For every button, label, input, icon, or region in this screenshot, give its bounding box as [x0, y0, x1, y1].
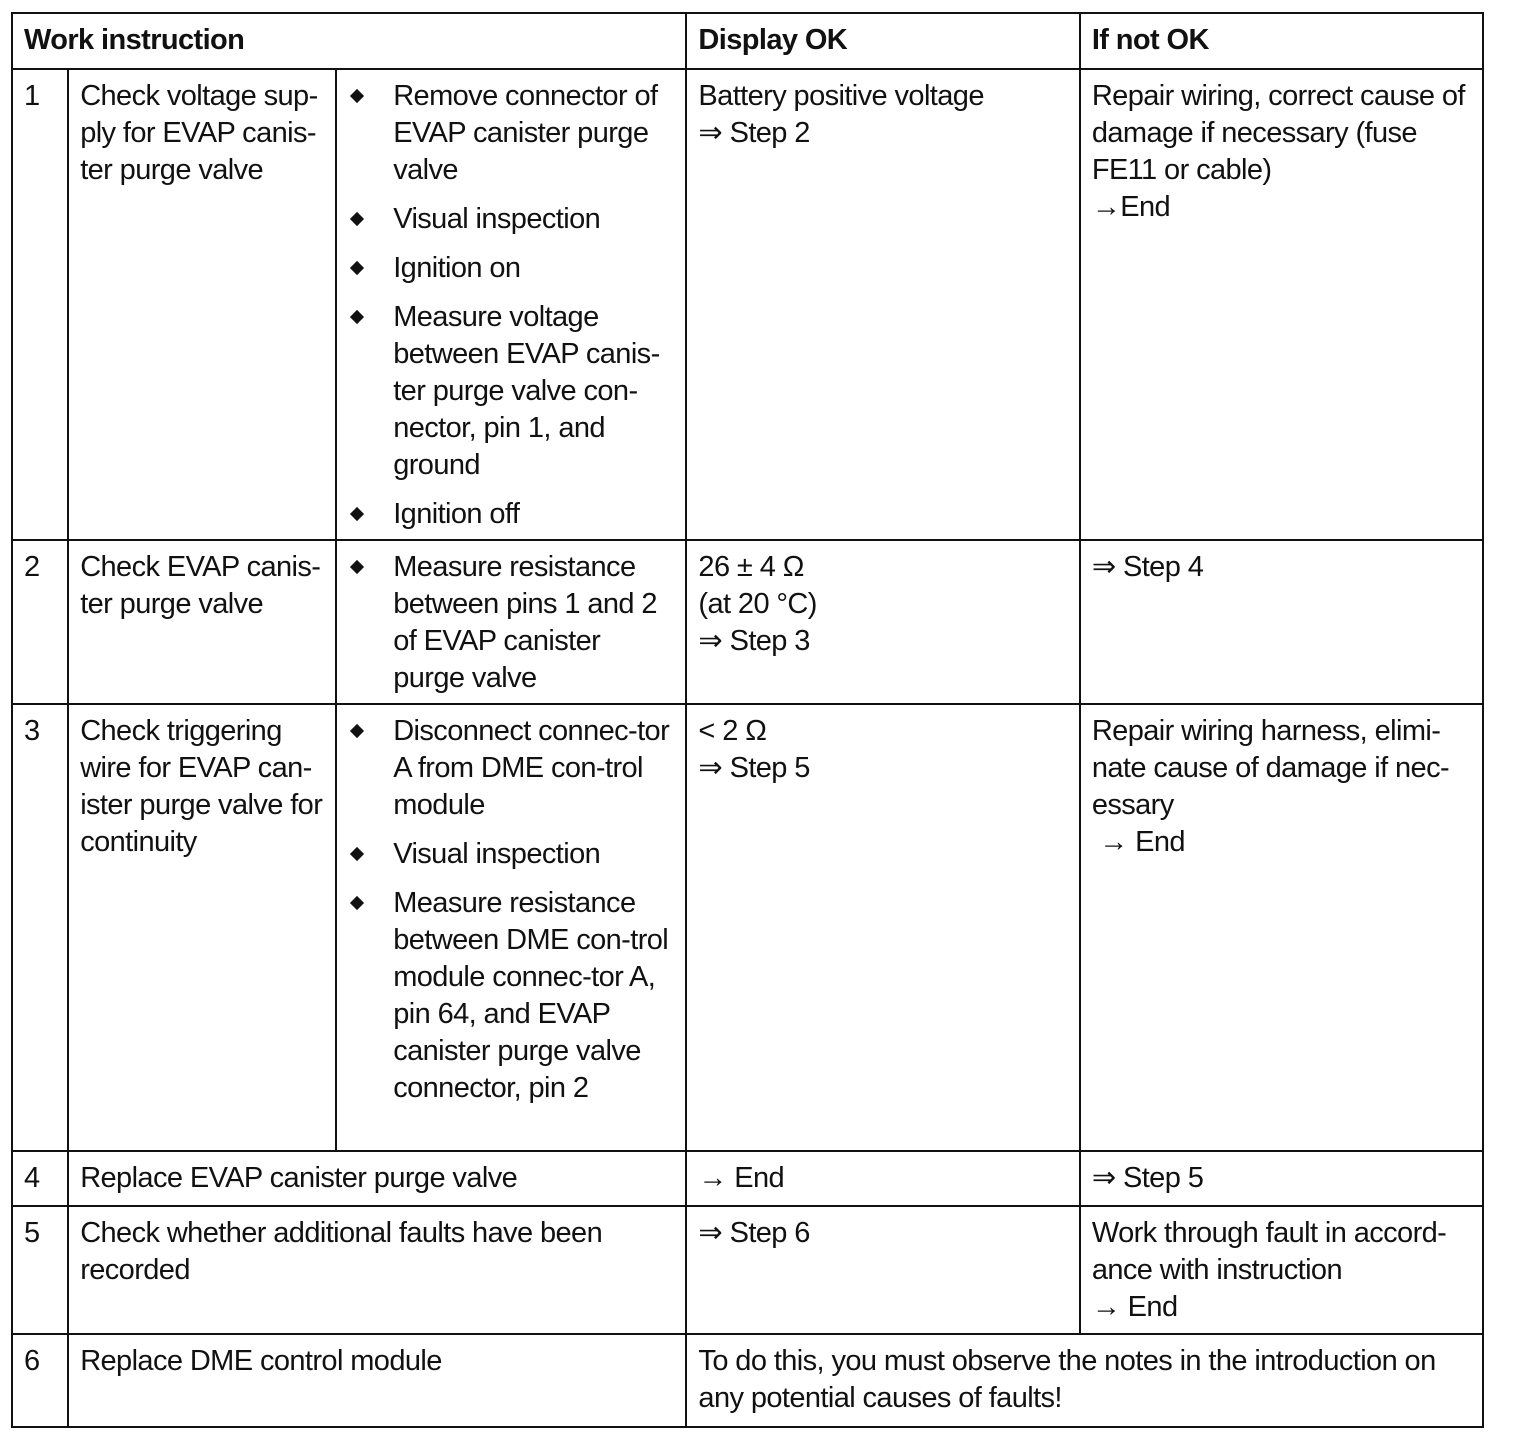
diamond-bullet-icon [350, 507, 364, 521]
task-cell: Replace DME control module [68, 1334, 686, 1427]
diamond-bullet-icon [350, 847, 364, 861]
step-number: 5 [12, 1206, 68, 1334]
diamond-bullet-icon [350, 724, 364, 738]
display-ok-text: < 2 Ω [698, 715, 767, 747]
step-number: 1 [12, 69, 68, 540]
display-ok-text: ⇒ Step 6 [698, 1217, 810, 1249]
diamond-bullet-icon [350, 89, 364, 103]
step-text: Measure resistance between DME con-trol module connec-tor A, pin 64, and EVAP canister purge valve connector, pin 2 [393, 887, 669, 1104]
if-not-ok-text: →End [1091, 191, 1171, 223]
header-display-ok: Display OK [686, 13, 1079, 69]
display-ok-text: 26 ± 4 Ω [698, 551, 804, 583]
table-row [12, 704, 1483, 1151]
task-cell: Replace EVAP canister purge valve [68, 1151, 686, 1206]
step-number: 2 [12, 540, 68, 704]
header-if-not-ok: If not OK [1080, 13, 1483, 69]
display-ok-text: ⇒ Step 2 [698, 117, 810, 149]
step-text: Ignition on [393, 252, 521, 284]
note-cell: To do this, you must observe the notes in the introduction on any potential causes of faults! [686, 1334, 1483, 1427]
if-not-ok-cell [1080, 540, 1483, 704]
steps-cell [336, 704, 686, 1151]
header-row [12, 13, 1483, 69]
display-ok-cell [686, 704, 1079, 1151]
if-not-ok-cell [1080, 704, 1483, 1151]
header-work-instruction: Work instruction [12, 13, 686, 69]
display-ok-text: (at 20 °C) [698, 588, 817, 620]
step-text: Disconnect connec-tor A from DME con-trol module [393, 715, 670, 821]
work-instruction-table [11, 12, 1484, 1428]
step-text: Ignition off [393, 498, 520, 530]
list-item [348, 549, 675, 697]
if-not-ok-text: ⇒ Step 4 [1091, 551, 1204, 583]
list-item [348, 299, 675, 484]
if-not-ok-cell [1080, 1151, 1483, 1206]
if-not-ok-text: → End [1091, 826, 1185, 858]
display-ok-text: ⇒ Step 3 [698, 625, 810, 657]
if-not-ok-text: Work through fault in accord-ance with instruction [1091, 1217, 1447, 1286]
step-text: Visual inspection [393, 838, 601, 870]
if-not-ok-text: Repair wiring, correct cause of damage if necessary (fuse FE11 or cable) [1091, 80, 1465, 186]
list-item [348, 201, 675, 238]
step-number: 4 [12, 1151, 68, 1206]
step-number: 3 [12, 704, 68, 1151]
step-number: 6 [12, 1334, 68, 1427]
step-text: Measure resistance between pins 1 and 2 of EVAP canister purge valve [393, 551, 657, 694]
display-ok-text: ⇒ Step 5 [698, 752, 810, 784]
display-ok-cell [686, 540, 1079, 704]
table-row [12, 1151, 1483, 1206]
table-row [12, 1334, 1483, 1427]
display-ok-text: → End [698, 1162, 785, 1194]
diamond-bullet-icon [350, 560, 364, 574]
step-text: Remove connector of EVAP canister purge valve [393, 80, 658, 186]
list-item [348, 713, 675, 824]
table-row [12, 540, 1483, 704]
list-item [348, 836, 675, 873]
list-item [348, 78, 675, 189]
diamond-bullet-icon [350, 261, 364, 275]
if-not-ok-text: ⇒ Step 5 [1091, 1162, 1204, 1194]
list-item [348, 250, 675, 287]
diamond-bullet-icon [350, 896, 364, 910]
diamond-bullet-icon [350, 310, 364, 324]
display-ok-cell [686, 1151, 1079, 1206]
list-item [348, 496, 675, 533]
display-ok-cell [686, 1206, 1079, 1334]
task-cell: Check EVAP canis-ter purge valve [68, 540, 336, 704]
list-item [348, 885, 675, 1107]
table-row [12, 1206, 1483, 1334]
step-text: Visual inspection [393, 203, 601, 235]
if-not-ok-text: Repair wiring harness, elimi-nate cause of damage if nec-essary [1091, 715, 1450, 821]
table-row [12, 69, 1483, 540]
if-not-ok-cell [1080, 69, 1483, 540]
steps-cell [336, 69, 686, 540]
if-not-ok-text: → End [1091, 1291, 1178, 1323]
steps-cell [336, 540, 686, 704]
if-not-ok-cell [1080, 1206, 1483, 1334]
task-cell: Check whether additional faults have been recorded [68, 1206, 686, 1334]
display-ok-cell [686, 69, 1079, 540]
diamond-bullet-icon [350, 212, 364, 226]
task-cell: Check triggering wire for EVAP can-ister purge valve for continuity [68, 704, 336, 1151]
task-cell: Check voltage sup-ply for EVAP canis-ter purge valve [68, 69, 336, 540]
display-ok-text: Battery positive voltage [698, 80, 984, 112]
step-text: Measure voltage between EVAP canis-ter purge valve con-nector, pin 1, and ground [393, 301, 660, 481]
